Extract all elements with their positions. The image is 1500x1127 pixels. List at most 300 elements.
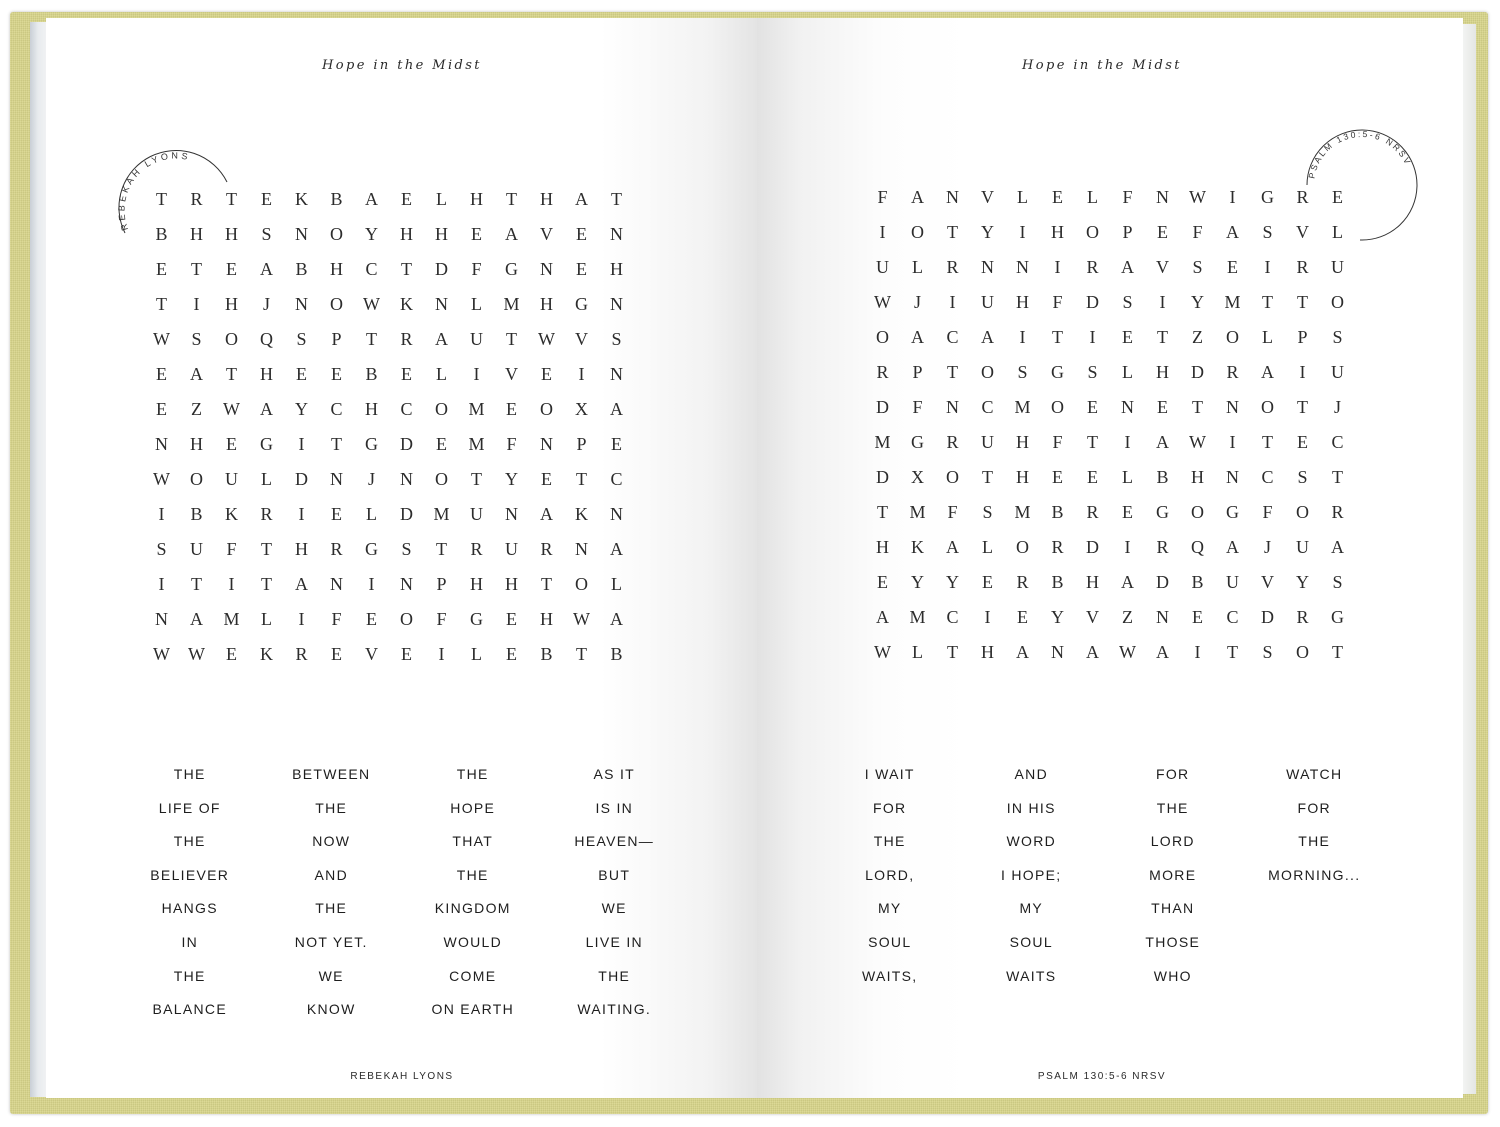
left-grid-letter: T bbox=[331, 434, 342, 454]
left-grid-letter: L bbox=[436, 189, 447, 209]
left-grid-letter: C bbox=[610, 469, 623, 489]
right-grid-letter: A bbox=[876, 607, 889, 627]
right-grid-letter: T bbox=[947, 362, 958, 382]
right-grid-letter: A bbox=[1156, 642, 1169, 662]
left-grid-letter: R bbox=[330, 539, 343, 559]
left-grid-letter: N bbox=[610, 294, 623, 314]
right-grid-letter: I bbox=[1264, 257, 1271, 277]
left-grid-letter: E bbox=[541, 469, 552, 489]
left-grid-letter: T bbox=[436, 539, 447, 559]
right-grid-letter: P bbox=[1122, 222, 1133, 242]
right-grid-letter: B bbox=[1051, 502, 1064, 522]
left-grid-letter: K bbox=[400, 294, 413, 314]
left-grid-letter: W bbox=[573, 609, 590, 629]
right-grid-letter: E bbox=[1157, 397, 1168, 417]
right-grid-letter: W bbox=[1189, 432, 1206, 452]
left-grid-letter: D bbox=[295, 469, 308, 489]
left-grid-letter: N bbox=[330, 469, 343, 489]
left-verse-line: WAITING. bbox=[577, 1001, 652, 1018]
left-grid-letter: X bbox=[575, 399, 588, 419]
left-grid-letter: N bbox=[575, 539, 588, 559]
right-grid-letter: D bbox=[876, 397, 889, 417]
left-grid-letter: U bbox=[470, 329, 483, 349]
right-verse-line: MY bbox=[877, 900, 902, 917]
right-grid-letter: E bbox=[877, 572, 888, 592]
left-grid-letter: L bbox=[261, 609, 272, 629]
left-grid-letter: F bbox=[226, 539, 237, 559]
right-grid-letter: Z bbox=[1192, 327, 1203, 347]
right-grid-letter: M bbox=[874, 432, 891, 452]
left-grid-letter: D bbox=[400, 434, 413, 454]
right-grid-letter: N bbox=[1121, 397, 1134, 417]
left-grid-letter: O bbox=[330, 224, 343, 244]
left-grid-letter: N bbox=[540, 259, 553, 279]
right-grid-letter: A bbox=[1016, 642, 1029, 662]
left-grid-letter: F bbox=[436, 609, 447, 629]
left-grid-letter: N bbox=[505, 504, 518, 524]
left-grid-letter: E bbox=[401, 364, 412, 384]
right-verse-line: FOR bbox=[1297, 799, 1331, 816]
right-grid-letter: H bbox=[1086, 572, 1099, 592]
right-grid-letter: J bbox=[1263, 537, 1271, 557]
left-grid-letter: V bbox=[505, 364, 518, 384]
left-grid-letter: L bbox=[366, 504, 377, 524]
right-verse-line: MY bbox=[1019, 900, 1044, 917]
right-grid-letter: N bbox=[1156, 607, 1169, 627]
right-grid-letter: G bbox=[1051, 362, 1064, 382]
right-grid-letter: A bbox=[911, 327, 924, 347]
left-grid-letter: A bbox=[435, 329, 448, 349]
left-verse-line: IS IN bbox=[595, 799, 634, 816]
right-grid-letter: R bbox=[1296, 187, 1309, 207]
right-grid-letter: H bbox=[1191, 467, 1204, 487]
left-grid-letter: H bbox=[470, 189, 483, 209]
right-grid-letter: U bbox=[981, 432, 994, 452]
left-grid-letter: E bbox=[506, 644, 517, 664]
left-grid-letter: N bbox=[610, 224, 623, 244]
right-grid-letter: C bbox=[946, 607, 959, 627]
left-grid-letter: H bbox=[190, 434, 203, 454]
left-verse-line: WOULD bbox=[443, 933, 503, 950]
left-grid-letter: E bbox=[401, 189, 412, 209]
left-grid-letter: E bbox=[331, 504, 342, 524]
left-grid-letter: A bbox=[540, 504, 553, 524]
left-verse-line: BALANCE bbox=[152, 1001, 227, 1018]
left-grid-letter: M bbox=[433, 504, 450, 524]
right-grid-letter: O bbox=[981, 362, 994, 382]
left-verse-line: THE bbox=[173, 766, 206, 782]
left-grid-letter: T bbox=[261, 539, 272, 559]
right-grid-letter: F bbox=[912, 397, 923, 417]
left-grid-letter: Z bbox=[191, 399, 202, 419]
left-grid-letter: V bbox=[575, 329, 588, 349]
right-grid-letter: P bbox=[912, 362, 923, 382]
left-verse-line: KINGDOM bbox=[434, 900, 511, 917]
right-grid-letter: I bbox=[1229, 432, 1236, 452]
right-verse-line: SOUL bbox=[1009, 933, 1053, 950]
left-verse-line: BUT bbox=[598, 866, 631, 883]
left-verse-line: AND bbox=[314, 866, 348, 883]
left-grid-letter: N bbox=[330, 574, 343, 594]
left-grid-letter: R bbox=[260, 504, 273, 524]
svg-text:REBEKAH LYONS: REBEKAH LYONS bbox=[116, 150, 192, 232]
left-grid-letter: A bbox=[260, 259, 273, 279]
left-grid-letter: I bbox=[158, 574, 165, 594]
right-grid-letter: I bbox=[984, 607, 991, 627]
left-grid-letter: H bbox=[540, 609, 553, 629]
right-grid-letter: V bbox=[1296, 222, 1309, 242]
left-grid-letter: E bbox=[156, 259, 167, 279]
right-grid-letter: E bbox=[1122, 327, 1133, 347]
left-grid-letter: G bbox=[260, 434, 273, 454]
left-grid-letter: M bbox=[468, 434, 485, 454]
left-grid-letter: S bbox=[191, 329, 202, 349]
left-grid-letter: I bbox=[228, 574, 235, 594]
left-grid-letter: E bbox=[436, 434, 447, 454]
right-grid-letter: U bbox=[1296, 537, 1309, 557]
left-grid-letter: S bbox=[296, 329, 307, 349]
left-grid-letter: I bbox=[193, 294, 200, 314]
left-grid-letter: T bbox=[261, 574, 272, 594]
right-grid-letter: C bbox=[981, 397, 994, 417]
right-verse-line: MORNING... bbox=[1268, 866, 1361, 883]
left-verse-line: NOT YET. bbox=[294, 933, 368, 950]
right-grid-letter: S bbox=[1192, 257, 1203, 277]
left-verse-line: THE bbox=[173, 833, 206, 850]
right-grid-letter: N bbox=[981, 257, 994, 277]
right-grid-letter: C bbox=[946, 327, 959, 347]
left-grid-letter: H bbox=[330, 259, 343, 279]
left-verse-line: AS IT bbox=[593, 766, 635, 782]
right-grid-letter: U bbox=[1226, 572, 1239, 592]
left-grid-letter: R bbox=[190, 189, 203, 209]
right-grid-letter: N bbox=[946, 397, 959, 417]
left-grid-letter: D bbox=[435, 259, 448, 279]
left-grid-letter: O bbox=[435, 469, 448, 489]
left-page bbox=[46, 18, 757, 1098]
right-grid-letter: I bbox=[1054, 257, 1061, 277]
right-grid-letter: K bbox=[911, 537, 924, 557]
right-grid-letter: B bbox=[1156, 467, 1169, 487]
left-grid-letter: E bbox=[156, 399, 167, 419]
left-grid-letter: L bbox=[471, 644, 482, 664]
left-verse-line: HANGS bbox=[161, 900, 218, 917]
right-grid-letter: G bbox=[1226, 502, 1239, 522]
left-grid-letter: E bbox=[506, 609, 517, 629]
left-grid-letter: E bbox=[401, 644, 412, 664]
right-grid-letter: D bbox=[1261, 607, 1274, 627]
left-grid-letter: H bbox=[190, 224, 203, 244]
right-grid-letter: O bbox=[911, 222, 924, 242]
right-grid-letter: O bbox=[946, 467, 959, 487]
left-grid-letter: R bbox=[400, 329, 413, 349]
right-grid-letter: Y bbox=[911, 572, 924, 592]
right-grid-letter: T bbox=[1297, 397, 1308, 417]
left-grid-letter: A bbox=[610, 399, 623, 419]
right-grid-letter: U bbox=[1331, 362, 1344, 382]
right-grid-letter: I bbox=[1159, 292, 1166, 312]
right-grid-letter: H bbox=[1016, 467, 1029, 487]
left-grid-letter: I bbox=[298, 609, 305, 629]
left-verse-column bbox=[402, 758, 544, 1027]
left-grid-letter: E bbox=[471, 224, 482, 244]
right-grid-letter: N bbox=[1016, 257, 1029, 277]
right-grid-letter: T bbox=[947, 222, 958, 242]
right-grid-letter: A bbox=[1121, 257, 1134, 277]
right-grid-letter: S bbox=[1332, 327, 1343, 347]
right-grid-letter: F bbox=[1122, 187, 1133, 207]
left-grid-letter: A bbox=[190, 609, 203, 629]
left-grid-letter: H bbox=[540, 294, 553, 314]
right-grid-letter: J bbox=[1333, 397, 1341, 417]
right-grid-letter: F bbox=[877, 187, 888, 207]
right-grid-letter: W bbox=[874, 292, 891, 312]
left-grid-letter: N bbox=[155, 434, 168, 454]
left-grid-letter: E bbox=[366, 609, 377, 629]
right-grid-letter: L bbox=[982, 537, 993, 557]
left-grid-letter: F bbox=[331, 609, 342, 629]
right-grid-letter: M bbox=[1014, 397, 1031, 417]
right-verse-line: FOR bbox=[873, 799, 907, 816]
left-grid-letter: E bbox=[506, 399, 517, 419]
left-footer-attribution: REBEKAH LYONS bbox=[350, 1071, 454, 1082]
right-grid-letter: S bbox=[1122, 292, 1133, 312]
right-verse-line: IN HIS bbox=[1006, 799, 1056, 816]
left-grid-letter: K bbox=[575, 504, 588, 524]
left-grid-letter: E bbox=[261, 189, 272, 209]
left-grid-letter: S bbox=[401, 539, 412, 559]
right-grid-letter: R bbox=[946, 432, 959, 452]
left-grid-letter: B bbox=[540, 644, 553, 664]
right-grid-letter: U bbox=[876, 257, 889, 277]
left-grid-letter: I bbox=[368, 574, 375, 594]
left-grid-letter: I bbox=[578, 364, 585, 384]
right-grid-letter: P bbox=[1297, 327, 1308, 347]
right-grid-letter: H bbox=[981, 642, 994, 662]
left-verse-line: ON EARTH bbox=[431, 1001, 514, 1018]
left-grid-letter: H bbox=[295, 539, 308, 559]
left-grid-letter: B bbox=[190, 504, 203, 524]
right-grid-letter: Y bbox=[1296, 572, 1309, 592]
right-grid-letter: Y bbox=[1191, 292, 1204, 312]
left-grid-letter: O bbox=[225, 329, 238, 349]
left-grid-letter: O bbox=[190, 469, 203, 489]
left-grid-letter: T bbox=[471, 469, 482, 489]
right-grid-letter: R bbox=[1016, 572, 1029, 592]
right-grid-letter: T bbox=[1332, 642, 1343, 662]
right-grid-letter: I bbox=[949, 292, 956, 312]
left-grid-letter: O bbox=[400, 609, 413, 629]
right-grid-letter: E bbox=[1087, 467, 1098, 487]
svg-text:PSALM 130:5-6 NRSV: PSALM 130:5-6 NRSV bbox=[1306, 128, 1414, 180]
left-grid-letter: U bbox=[225, 469, 238, 489]
left-grid-letter: N bbox=[295, 224, 308, 244]
right-grid-letter: U bbox=[1331, 257, 1344, 277]
left-grid-letter: K bbox=[295, 189, 308, 209]
right-grid-letter: R bbox=[946, 257, 959, 277]
left-running-head: Hope in the Midst bbox=[322, 58, 482, 73]
left-verse-line: THE bbox=[456, 766, 489, 782]
right-grid-letter: L bbox=[912, 642, 923, 662]
right-grid-letter: H bbox=[876, 537, 889, 557]
left-grid-letter: M bbox=[468, 399, 485, 419]
left-grid-letter: H bbox=[505, 574, 518, 594]
left-grid-letter: O bbox=[330, 294, 343, 314]
left-grid-letter: H bbox=[470, 574, 483, 594]
left-grid-letter: R bbox=[470, 539, 483, 559]
right-grid-letter: L bbox=[1332, 222, 1343, 242]
right-verse-line: FOR bbox=[1156, 766, 1190, 782]
right-grid-letter: L bbox=[1122, 467, 1133, 487]
right-grid-letter: O bbox=[1051, 397, 1064, 417]
right-grid-letter: M bbox=[909, 607, 926, 627]
left-grid-letter: E bbox=[156, 364, 167, 384]
right-grid-letter: F bbox=[1052, 292, 1063, 312]
right-verse-column bbox=[819, 758, 961, 993]
left-grid-letter: E bbox=[296, 364, 307, 384]
left-verse-line: THE bbox=[598, 967, 631, 984]
left-grid-letter: P bbox=[436, 574, 447, 594]
left-grid-letter: M bbox=[503, 294, 520, 314]
right-grid-letter: F bbox=[947, 502, 958, 522]
right-grid-letter: N bbox=[946, 187, 959, 207]
left-grid-letter: G bbox=[470, 609, 483, 629]
left-verse-line: THE bbox=[315, 900, 348, 917]
left-verse-line: LIVE IN bbox=[585, 933, 643, 950]
right-grid-letter: E bbox=[1157, 222, 1168, 242]
left-grid-letter: H bbox=[435, 224, 448, 244]
right-grid-letter: E bbox=[1017, 607, 1028, 627]
left-grid-letter: A bbox=[295, 574, 308, 594]
left-grid-letter: G bbox=[365, 539, 378, 559]
left-grid-letter: N bbox=[155, 609, 168, 629]
left-grid-letter: W bbox=[363, 294, 380, 314]
right-verse-line: THE bbox=[873, 833, 906, 850]
left-grid-letter: T bbox=[226, 189, 237, 209]
left-grid-letter: A bbox=[190, 364, 203, 384]
left-verse-column bbox=[119, 758, 261, 1027]
left-verse-line: HOPE bbox=[450, 799, 496, 816]
right-grid-letter: I bbox=[1194, 642, 1201, 662]
right-grid-letter: E bbox=[1192, 607, 1203, 627]
left-grid-letter: T bbox=[191, 574, 202, 594]
right-grid-letter: L bbox=[1122, 362, 1133, 382]
right-grid-letter: V bbox=[1261, 572, 1274, 592]
right-grid-letter: C bbox=[1261, 467, 1274, 487]
right-grid-letter: R bbox=[1156, 537, 1169, 557]
right-running-head: Hope in the Midst bbox=[1022, 58, 1182, 73]
left-verse-line: BETWEEN bbox=[292, 766, 371, 782]
left-grid-letter: B bbox=[155, 224, 168, 244]
left-grid-letter: F bbox=[471, 259, 482, 279]
right-grid-letter: L bbox=[1087, 187, 1098, 207]
left-grid-letter: E bbox=[541, 364, 552, 384]
right-grid-letter: R bbox=[1051, 537, 1064, 557]
left-grid-letter: C bbox=[330, 399, 343, 419]
right-grid-letter: N bbox=[1226, 397, 1239, 417]
right-grid-letter: E bbox=[1297, 432, 1308, 452]
left-grid-letter: T bbox=[506, 189, 517, 209]
right-page bbox=[757, 18, 1463, 1098]
right-grid-letter: I bbox=[879, 222, 886, 242]
right-grid-letter: D bbox=[1156, 572, 1169, 592]
left-grid-letter: A bbox=[260, 399, 273, 419]
left-grid-letter: G bbox=[505, 259, 518, 279]
right-grid-letter: W bbox=[1119, 642, 1136, 662]
left-word-search-grid bbox=[144, 182, 634, 672]
left-grid-letter: T bbox=[366, 329, 377, 349]
right-grid-letter: T bbox=[982, 467, 993, 487]
right-grid-letter: G bbox=[1331, 607, 1344, 627]
left-verse-line: THAT bbox=[452, 833, 494, 850]
left-grid-letter: W bbox=[153, 329, 170, 349]
left-grid-letter: N bbox=[610, 364, 623, 384]
left-grid-letter: E bbox=[331, 364, 342, 384]
right-grid-letter: O bbox=[1296, 502, 1309, 522]
right-grid-letter: T bbox=[1262, 292, 1273, 312]
right-grid-letter: A bbox=[946, 537, 959, 557]
left-grid-letter: I bbox=[298, 504, 305, 524]
right-grid-letter: S bbox=[1262, 222, 1273, 242]
right-grid-letter: R bbox=[1296, 257, 1309, 277]
right-grid-letter: A bbox=[1086, 642, 1099, 662]
left-grid-letter: W bbox=[188, 644, 205, 664]
left-verse-line: COME bbox=[449, 967, 497, 984]
left-grid-letter: I bbox=[298, 434, 305, 454]
right-grid-letter: B bbox=[1191, 572, 1204, 592]
left-verse-line: WE bbox=[318, 967, 344, 984]
left-grid-letter: B bbox=[610, 644, 623, 664]
left-grid-letter: I bbox=[158, 504, 165, 524]
right-grid-letter: O bbox=[1086, 222, 1099, 242]
right-grid-letter: H bbox=[1156, 362, 1169, 382]
right-grid-letter: V bbox=[1156, 257, 1169, 277]
right-grid-letter: B bbox=[1051, 572, 1064, 592]
left-grid-letter: H bbox=[540, 189, 553, 209]
left-grid-letter: T bbox=[226, 364, 237, 384]
right-grid-letter: L bbox=[912, 257, 923, 277]
left-grid-letter: J bbox=[367, 469, 375, 489]
right-grid-letter: T bbox=[947, 642, 958, 662]
left-grid-letter: M bbox=[223, 609, 240, 629]
left-grid-letter: Y bbox=[505, 469, 518, 489]
right-verse-line: THE bbox=[1298, 833, 1331, 850]
right-grid-letter: O bbox=[876, 327, 889, 347]
right-grid-letter: D bbox=[1086, 537, 1099, 557]
right-grid-letter: T bbox=[1332, 467, 1343, 487]
left-grid-letter: C bbox=[400, 399, 413, 419]
left-grid-letter: O bbox=[575, 574, 588, 594]
left-grid-letter: L bbox=[471, 294, 482, 314]
right-grid-letter: M bbox=[909, 502, 926, 522]
left-grid-letter: S bbox=[611, 329, 622, 349]
left-verse-line: LIFE OF bbox=[158, 799, 221, 816]
left-grid-letter: H bbox=[225, 294, 238, 314]
left-grid-letter: T bbox=[576, 644, 587, 664]
right-grid-letter: I bbox=[1019, 327, 1026, 347]
left-verse-line: THE bbox=[456, 866, 489, 883]
left-grid-letter: N bbox=[540, 434, 553, 454]
right-grid-letter: C bbox=[1331, 432, 1344, 452]
left-grid-letter: N bbox=[400, 469, 413, 489]
right-grid-letter: S bbox=[1297, 467, 1308, 487]
left-grid-letter: O bbox=[435, 399, 448, 419]
right-grid-letter: E bbox=[1052, 467, 1063, 487]
right-grid-letter: N bbox=[1051, 642, 1064, 662]
right-grid-letter: J bbox=[913, 292, 921, 312]
right-grid-letter: V bbox=[981, 187, 994, 207]
right-grid-letter: R bbox=[1226, 362, 1239, 382]
